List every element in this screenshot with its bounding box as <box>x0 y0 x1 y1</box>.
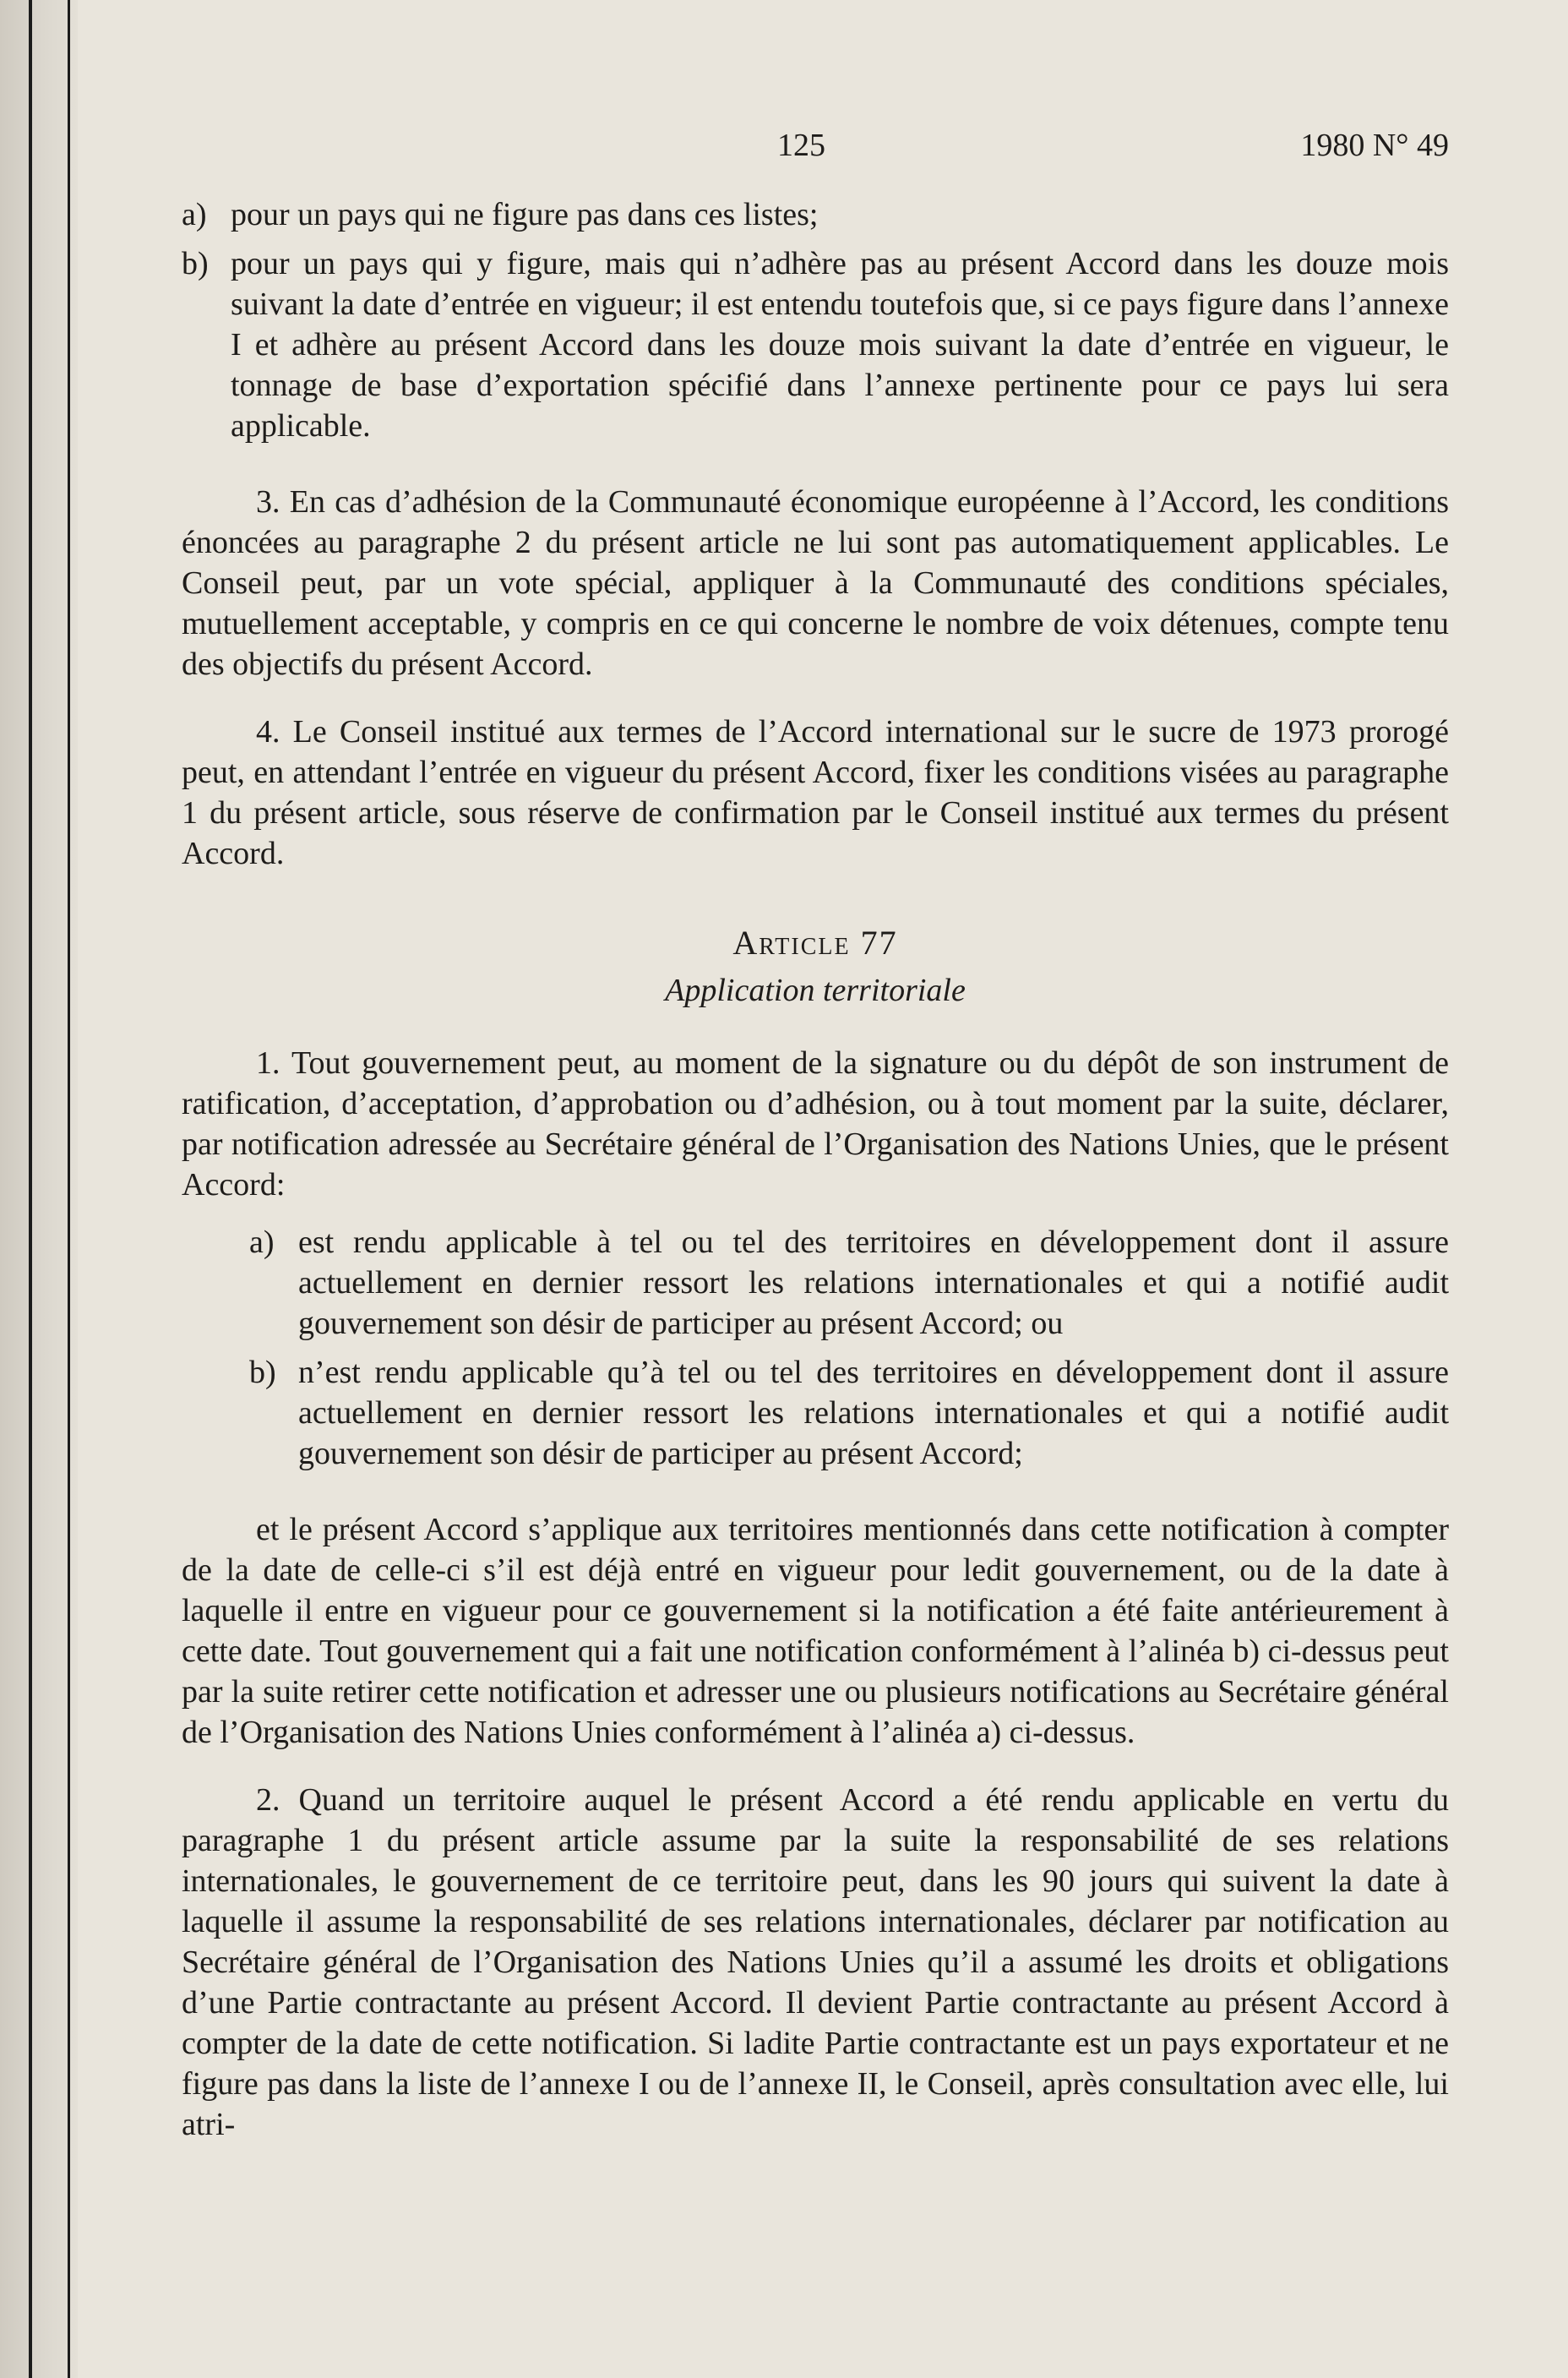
item-text: pour un pays qui ne figure pas dans ces listes; <box>231 197 819 232</box>
paragraph-3: 3. En cas d’adhésion de la Communauté économique européenne à l’Accord, les conditions énoncées au paragraphe 2 du présent article ne lui sont pas automatiquement applicables. Le Conseil peut, par un vote spécial, appliquer à la Communauté des conditions spéciales, mutuellement acceptable, y compris en ce qui concerne le nombre de voix détenues, compte tenu des objectifs du présent Accord. <box>182 484 1449 682</box>
list-item <box>182 194 1449 235</box>
page-number: 125 <box>777 128 825 163</box>
gutter-edge-line <box>68 0 70 2378</box>
article-heading: Article 77 <box>732 924 898 962</box>
item-label: a) <box>182 197 207 232</box>
article-paragraph-1-continuation: et le présent Accord s’applique aux territoires mentionnés dans cette notification à compter de la date de celle-ci s’il est déjà entré en vigueur pour ledit gouvernement, ou de la date à laquelle il entre en vigueur pour ce gouvernement si la notification a été faite antérieurement à cette date. Tout gouvernement qui a fait une notification conformément à l’alinéa b) ci-dessus peut par la suite retirer cette notification et adresser une ou plusieurs notifications au Secrétaire général de l’Organisation des Nations Unies conformément à l’alinéa a) ci-dessus. <box>182 1512 1449 1750</box>
item-label: b) <box>249 1355 276 1390</box>
paragraph-4: 4. Le Conseil institué aux termes de l’Accord international sur le sucre de 1973 prorogé peut, en attendant l’entrée en vigueur du présent Accord, fixer les conditions visées au paragraphe 1 du présent article, sous réserve de confirmation par le Conseil institué aux termes du présent Accord. <box>182 714 1449 871</box>
gutter-edge-line <box>29 0 32 2378</box>
item-text: est rendu applicable à tel ou tel des territoires en développement dont il assure actuellement en dernier ressort les relations internationales et qui a notifié audit gouvernement son désir de participer au présent Accord; ou <box>298 1224 1449 1341</box>
page-header <box>182 118 1449 169</box>
list-item <box>249 1352 1449 1474</box>
item-label: b) <box>182 246 209 281</box>
article-paragraph-1: 1. Tout gouvernement peut, au moment de la signature ou du dépôt de son instrument de ratification, d’acceptation, d’approbation ou d’adhésion, ou à tout moment par la suite, déclarer, par notification adressée au Secrétaire général de l’Organisation des Nations Unies, que le présent Accord: <box>182 1045 1449 1203</box>
article-paragraph-2: 2. Quand un territoire auquel le présent Accord a été rendu applicable en vertu du paragraphe 1 du présent article assume par la suite la responsabilité de ses relations internationales, le gouvernement de ce territoire peut, dans les 90 jours qui suivent la date à laquelle il assume la responsabilité de ses relations internationales, déclarer par notification au Secrétaire général de l’Organisation des Nations Unies qu’il a assumé les droits et obligations d’une Partie contractante au présent Accord. Il devient Partie contractante au présent Accord à compter de la date de cette notification. Si ladite Partie contractante est un pays exportateur et ne figure pas dans la liste de l’annexe I ou de l’annexe II, le Conseil, après consultation avec elle, lui atri- <box>182 1782 1449 2142</box>
item-text: n’est rendu applicable qu’à tel ou tel des territoires en développement dont il assure actuellement en dernier ressort les relations internationales et qui a notifié audit gouvernement son désir de participer au présent Accord; <box>298 1355 1449 1471</box>
document-page <box>182 118 1449 2145</box>
book-gutter <box>0 0 78 2378</box>
article-subtitle: Application territoriale <box>665 973 966 1008</box>
item-label: a) <box>249 1224 275 1260</box>
list-item <box>182 243 1449 446</box>
list-item <box>249 1222 1449 1344</box>
item-text: pour un pays qui y figure, mais qui n’adhère pas au présent Accord dans les douze mois suivant la date d’entrée en vigueur; il est entendu toutefois que, si ce pays figure dans l’annexe I et adhère au présent Accord dans les douze mois suivant la date d’entrée en vigueur, le tonnage de base d’exportation spécifié dans l’annexe pertinente pour ce pays lui sera applicable. <box>231 246 1449 444</box>
document-reference: 1980 N° 49 <box>1300 128 1449 163</box>
